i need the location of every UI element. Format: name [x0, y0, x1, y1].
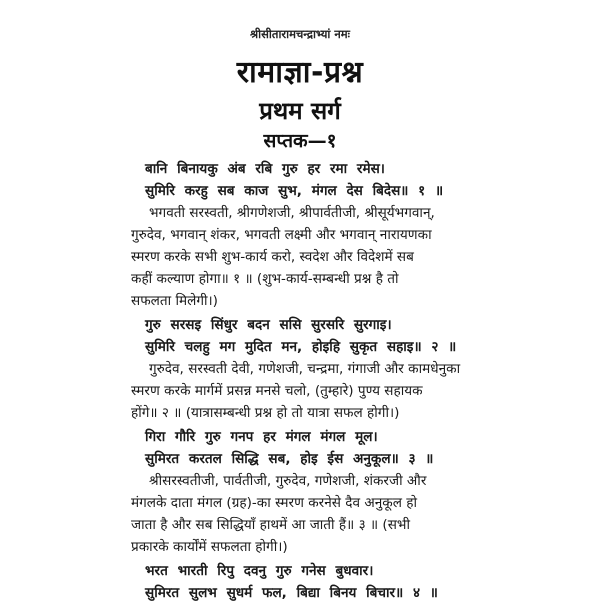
verse-line: सुमिरि चलहु मग मुदित मन, होइहि सुकृत सहाइ॥ २ ॥	[145, 339, 457, 355]
prose-line: होंगे॥ २ ॥ (यात्रासम्बन्धी प्रश्न हो तो यात्रा सफल होगी।)	[131, 405, 400, 421]
prose-line: स्मरण करके मार्गमें प्रसन्न मनसे चलो, (तुम्हारे) पुण्य सहायक	[131, 383, 423, 399]
prose-line: गुरुदेव, भगवान् शंकर, भगवती लक्ष्मी और भगवान् नारायणका	[131, 227, 432, 243]
prose-line: स्मरण करके सभी शुभ-कार्य करो, स्वदेश और विदेशमें सब	[131, 249, 414, 265]
prose-line: मंगलके दाता मंगल (ग्रह)-का स्मरण करनेसे दैव अनुकूल हो	[131, 495, 418, 511]
page-title: रामाज्ञा-प्रश्न	[236, 55, 364, 90]
verse-line: गुरु सरसइ सिंधुर बदन ससि सुरसरि सुरगाइ।	[145, 317, 392, 333]
invocation: श्रीसीतारामचन्द्राभ्यां नमः	[250, 27, 350, 41]
verse-line: भरत भारती रिपु दवनु गुरु गनेस बुधवार।	[145, 563, 374, 579]
prose-line: श्रीसरस्वतीजी, पार्वतीजी, गुरुदेव, गणेशजी, शंकरजी और	[149, 473, 427, 489]
verse-line: सुमिरत करतल सिद्धि सब, होइ ईस अनुकूल॥ ३ ॥	[145, 451, 434, 467]
prose-line: सफलता मिलेगी।)	[131, 293, 218, 309]
verse-line: सुमिरत सुलभ सुधर्म फल, बिद्या बिनय बिचार॥ ४ ॥	[145, 585, 438, 601]
prose-line: प्रकारके कार्योंमें सफलता होगी।)	[131, 539, 288, 555]
verse-line: बानि बिनायकु अंब रबि गुरु हर रमा रमेस।	[145, 161, 385, 177]
verse-line: गिरा गौरि गुरु गनप हर मंगल मंगल मूल।	[145, 429, 378, 445]
section-title: सप्तक—१	[263, 130, 337, 152]
prose-line: गुरुदेव, सरस्वती देवी, गणेशजी, चन्द्रमा, गंगाजी और कामधेनुका	[149, 361, 461, 377]
prose-line: भगवती सरस्वती, श्रीगणेशजी, श्रीपार्वतीजी, श्रीसूर्यभगवान्,	[149, 205, 435, 221]
prose-line: कहीं कल्याण होगा॥ १ ॥ (शुभ-कार्य-सम्बन्धी प्रश्न है तो	[131, 271, 399, 287]
chapter-title: प्रथम सर्ग	[259, 97, 341, 125]
prose-line: जाता है और सब सिद्धियाँ हाथमें आ जाती हैं॥ ३ ॥ (सभी	[131, 517, 411, 533]
verse-line: सुमिरि करहु सब काज सुभ, मंगल देस बिदेस॥ १ ॥	[145, 183, 444, 199]
